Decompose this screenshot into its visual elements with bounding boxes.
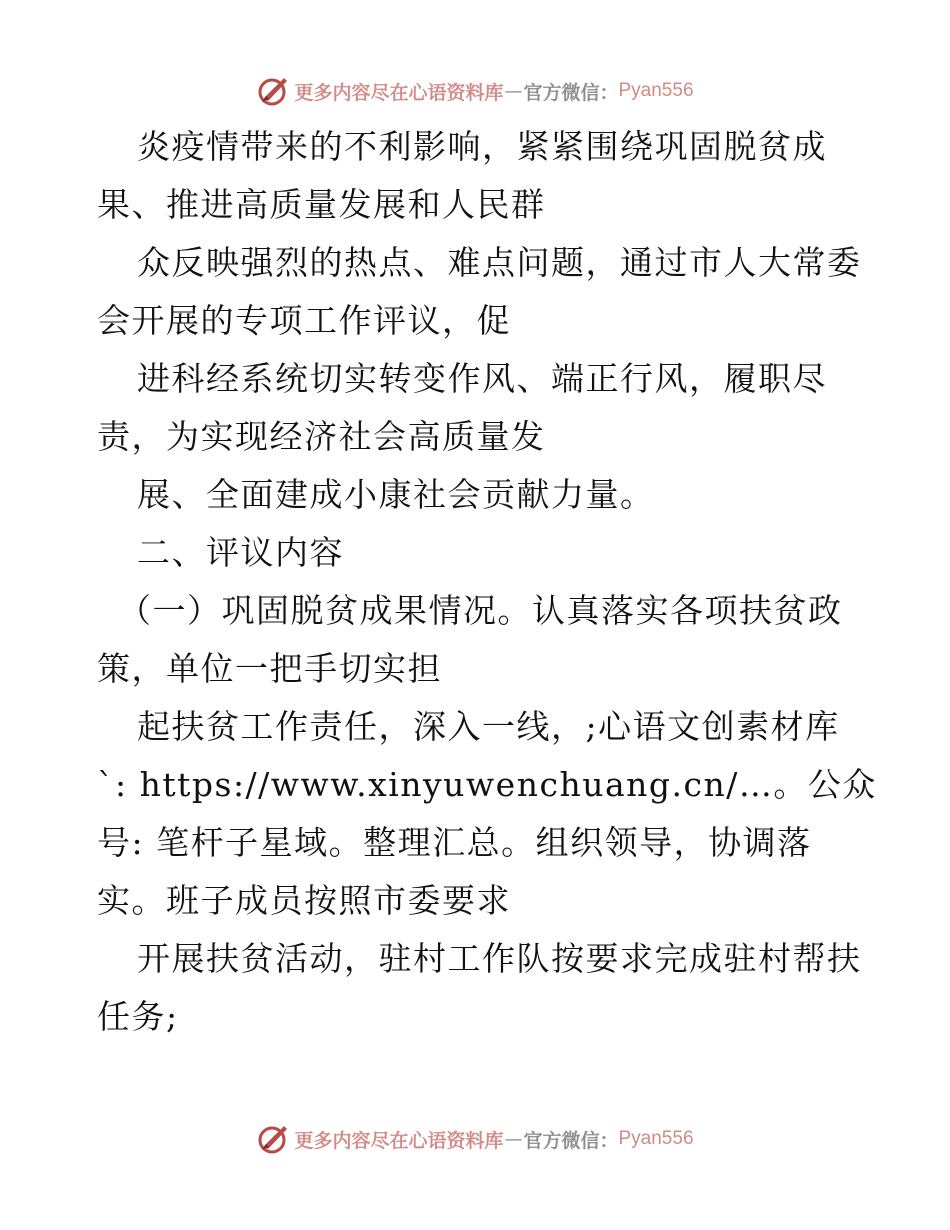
body-line: `: https://www.xinyuwenchuang.cn/…。公众 — [97, 765, 877, 804]
watermark-title: 更多内容尽在心语资料库 — [294, 1129, 504, 1152]
quill-logo-icon — [256, 74, 290, 108]
body-line: 果、推进高质量发展和人民群 — [97, 185, 546, 224]
watermark-dash: — — [504, 1128, 523, 1150]
body-line: 炎疫情带来的不利影响，紧紧围绕巩固脱贫成 — [137, 127, 827, 166]
body-line: 责，为实现经济社会高质量发 — [97, 417, 546, 456]
body-line: 任务; — [97, 997, 179, 1036]
watermark-contact-label: 官方微信： — [523, 81, 619, 104]
watermark-title: 更多内容尽在心语资料库 — [294, 81, 504, 104]
watermark-contact-label: 官方微信： — [523, 1129, 619, 1152]
body-line: 号: 笔杆子星域。整理汇总。组织领导，协调落 — [97, 823, 812, 862]
body-line: 实。班子成员按照市委要求 — [97, 881, 511, 920]
watermark-contact-id: Pyan556 — [618, 1128, 694, 1149]
body-line: 众反映强烈的热点、难点问题，通过市人大常委 — [137, 243, 862, 282]
footer-watermark — [0, 1119, 950, 1159]
body-line: 开展扶贫活动，驻村工作队按要求完成驻村帮扶 — [137, 939, 862, 978]
body-line: 策，单位一把手切实担 — [97, 649, 442, 688]
body-line: 起扶贫工作责任，深入一线，;心语文创素材库 — [137, 707, 840, 746]
body-line: 展、全面建成小康社会贡献力量。 — [137, 475, 655, 514]
body-line: 进科经系统切实转变作风、端正行风，履职尽 — [137, 359, 827, 398]
header-watermark — [0, 71, 950, 111]
watermark-contact-id: Pyan556 — [618, 80, 694, 101]
section-heading: 二、评议内容 — [137, 533, 344, 572]
quill-logo-icon — [256, 1122, 290, 1156]
body-line: （一）巩固脱贫成果情况。认真落实各项扶贫政 — [118, 591, 843, 630]
body-line: 会开展的专项工作评议，促 — [97, 301, 511, 340]
watermark-dash: — — [504, 80, 523, 102]
